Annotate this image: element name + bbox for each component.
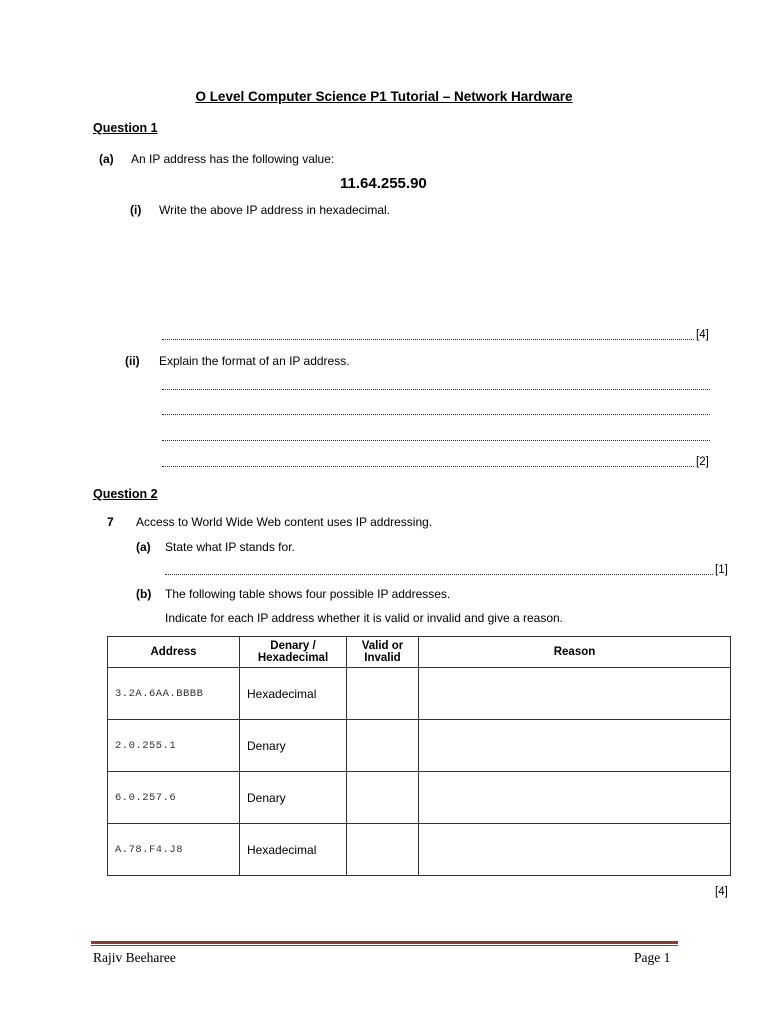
answer-line (162, 414, 710, 415)
question-1-heading: Question 1 (93, 121, 158, 135)
answer-line (162, 389, 710, 390)
footer-author: Rajiv Beeharee (93, 950, 176, 965)
address-cell: A.78.F4.J8 (108, 824, 240, 876)
valid-cell (347, 668, 419, 720)
q2-b-mark: [4] (715, 886, 728, 898)
answer-line (162, 440, 710, 441)
q2-part-a-text: State what IP stands for. (165, 540, 295, 554)
reason-cell (419, 668, 731, 720)
q2-part-b-label: (b) (136, 587, 152, 601)
answer-line (165, 574, 713, 575)
q1-part-i-text: Write the above IP address in hexadecimal. (159, 203, 391, 217)
q1-ii-mark: [2] (696, 456, 709, 468)
header-valid-line-2: Invalid (364, 652, 401, 664)
document-title: O Level Computer Science P1 Tutorial – Network Hardware (195, 89, 573, 104)
answer-line (162, 466, 694, 467)
table-row (108, 720, 731, 772)
valid-cell (347, 824, 419, 876)
q1-part-i-label: (i) (130, 203, 142, 217)
reason-cell (419, 720, 731, 772)
ip-address-table (107, 636, 731, 876)
q1-part-ii-text: Explain the format of an IP address. (159, 354, 350, 368)
footer-page-number: Page 1 (634, 950, 671, 965)
type-cell: Hexadecimal (240, 668, 347, 720)
ip-address-value: 11.64.255.90 (340, 175, 427, 192)
q2-part-a-label: (a) (136, 540, 151, 554)
header-reason: Reason (419, 637, 731, 668)
header-valid-invalid (347, 637, 419, 668)
q2-intro-text: Access to World Wide Web content uses IP addressing. (136, 515, 433, 529)
type-cell: Denary (240, 720, 347, 772)
address-cell: 6.0.257.6 (108, 772, 240, 824)
table-row (108, 772, 731, 824)
q1-i-mark: [4] (696, 329, 709, 341)
header-address: Address (108, 637, 240, 668)
q1-part-a-label: (a) (99, 152, 114, 166)
type-cell: Denary (240, 772, 347, 824)
table-header-row (108, 637, 731, 668)
q1-part-ii-label: (ii) (125, 354, 140, 368)
address-cell: 3.2A.6AA.BBBB (108, 668, 240, 720)
q2-part-b-text-1: The following table shows four possible IP addresses. (165, 587, 451, 601)
header-denary-line-2: Hexadecimal (257, 652, 329, 664)
question-2-heading: Question 2 (93, 487, 158, 501)
q1-part-a-text: An IP address has the following value: (131, 152, 335, 166)
address-cell: 2.0.255.1 (108, 720, 240, 772)
q2-a-mark: [1] (715, 564, 728, 576)
type-cell: Hexadecimal (240, 824, 347, 876)
reason-cell (419, 772, 731, 824)
header-denary-line-1: Denary / (270, 640, 316, 652)
footer-rule (91, 941, 678, 944)
header-denary-hex (240, 637, 347, 668)
q2-part-b-text-2: Indicate for each IP address whether it is valid or invalid and give a reason. (165, 611, 564, 625)
footer-rule-thin (91, 945, 678, 946)
q2-number: 7 (107, 515, 114, 529)
reason-cell (419, 824, 731, 876)
answer-line (162, 339, 694, 340)
table-row (108, 668, 731, 720)
valid-cell (347, 720, 419, 772)
table-row (108, 824, 731, 876)
header-valid-line-1: Valid or (361, 640, 404, 652)
valid-cell (347, 772, 419, 824)
